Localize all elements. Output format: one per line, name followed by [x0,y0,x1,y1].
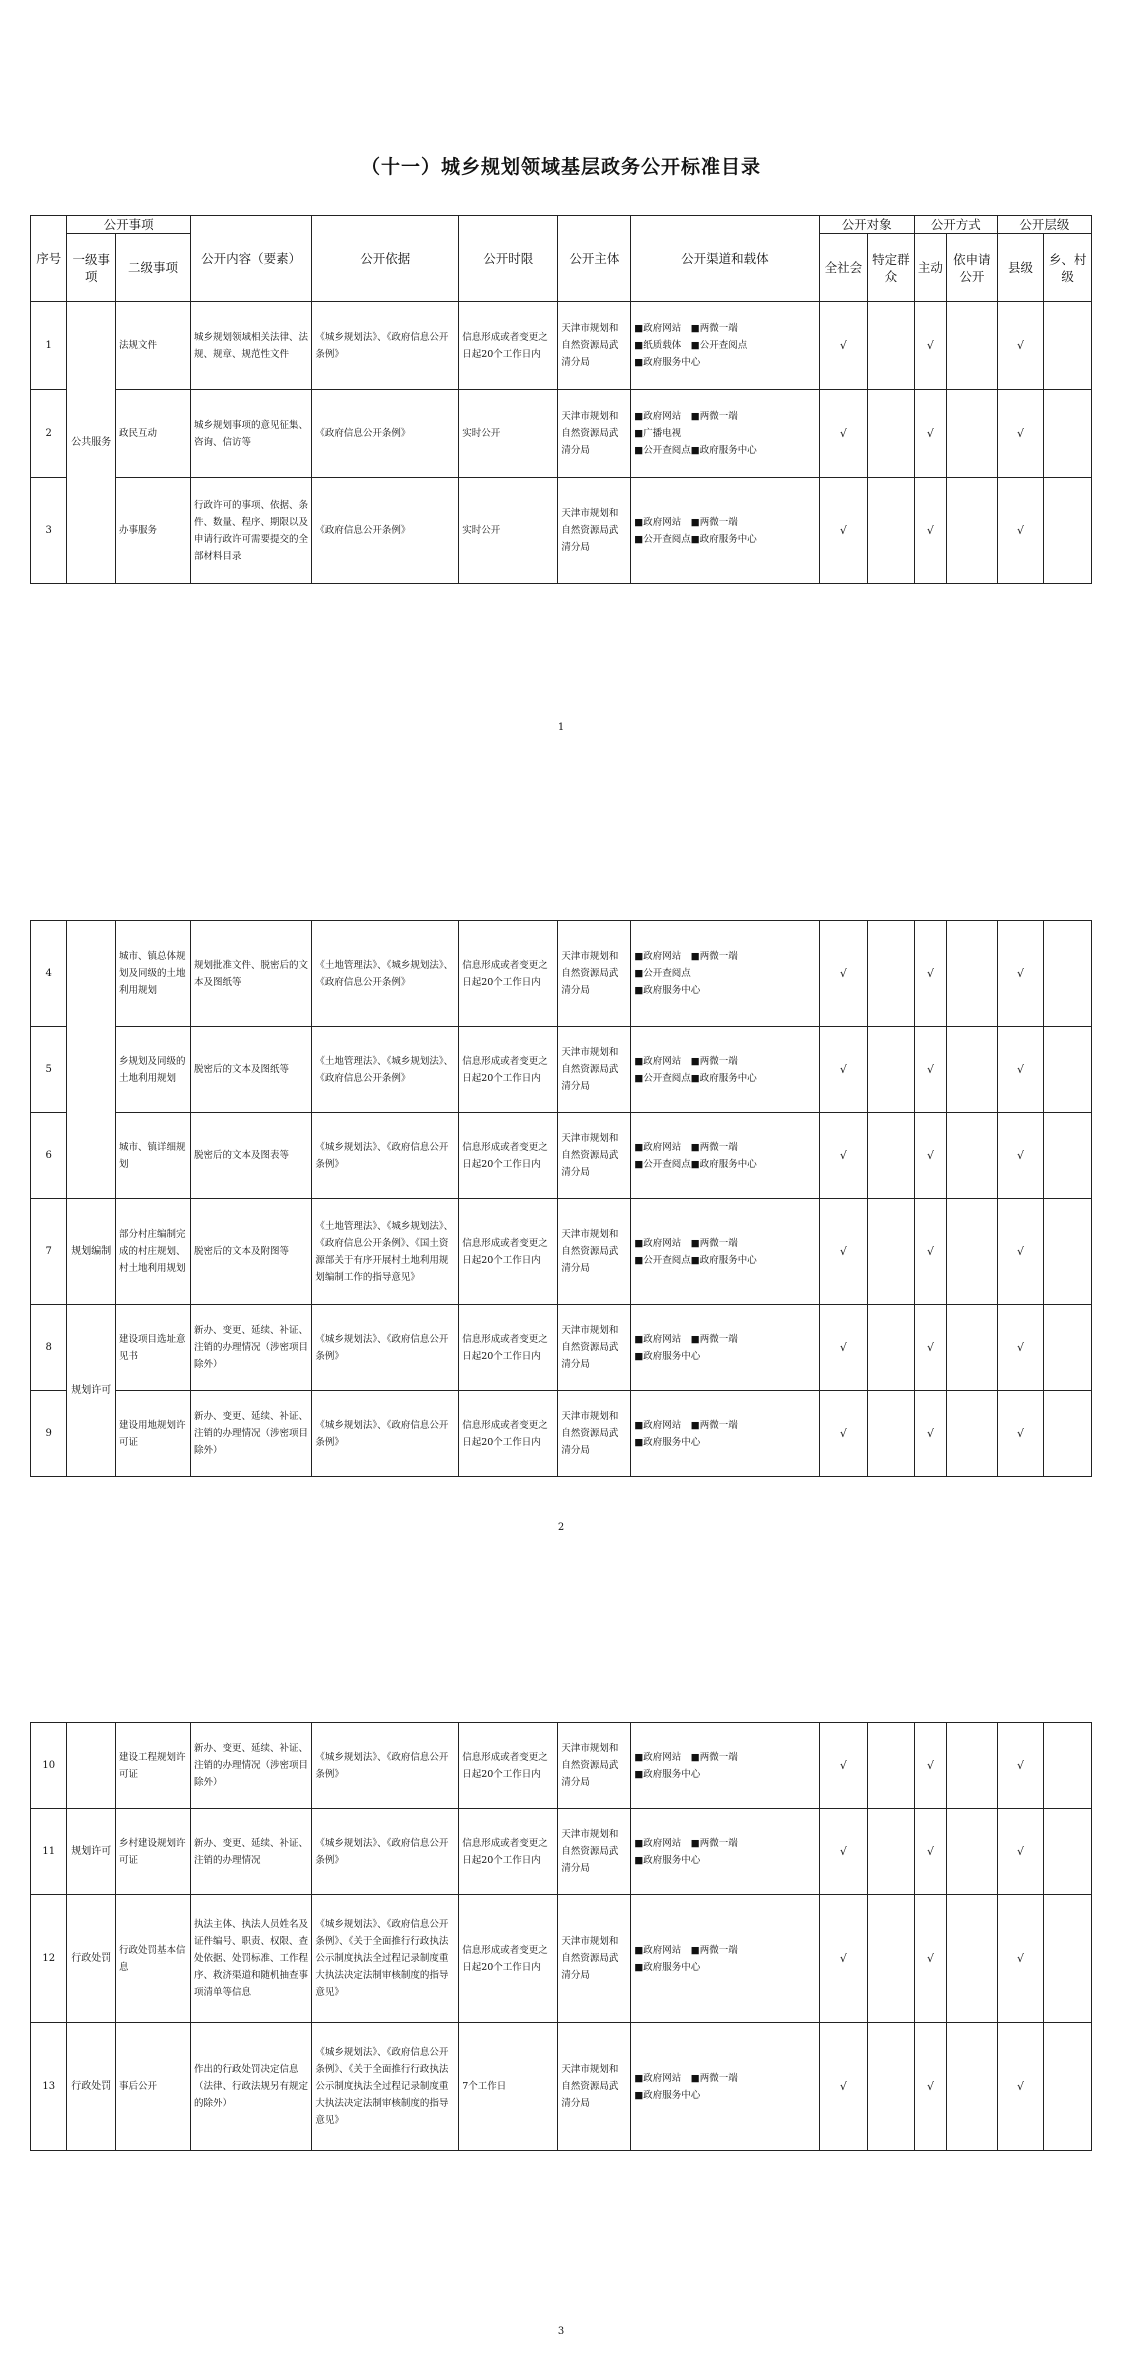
channel-line: ■政府网站 ■两微一端 [634,1141,738,1153]
row-seq: 6 [31,1113,67,1199]
channel-line: ■政府网站 ■两微一端 [634,516,738,528]
header-seq: 序号 [31,216,67,302]
channel-line: ■政府网站 ■两微一端 [634,1055,738,1067]
row-time-limit: 实时公开 [459,390,558,478]
check-on-request [947,1391,998,1477]
header-on-request: 依申请公开 [947,234,998,302]
check-all-society: √ [819,1809,868,1895]
row-channels [631,302,819,390]
row-subject: 天津市规划和自然资源局武清分局 [558,1895,631,2023]
check-township [1044,1113,1092,1199]
row-channels [631,1391,819,1477]
row-basis: 《城乡规划法》、《政府信息公开条例》、《关于全面推行行政执法公示制度执法全过程记录制度重大执法决定法制审核制度的指导意见》 [312,2023,459,2151]
header-level2: 二级事项 [116,234,191,302]
table-row [31,2023,1092,2151]
row-seq: 8 [31,1305,67,1391]
check-active: √ [914,478,946,584]
check-active: √ [914,1723,946,1809]
row-level2: 建设工程规划许可证 [116,1723,191,1809]
channel-line: ■公开查阅点 [634,968,691,979]
row-content: 行政许可的事项、依据、条件、数量、程序、期限以及申请行政许可需要提交的全部材料目录 [190,478,311,584]
row-basis: 《城乡规划法》、《政府信息公开条例》 [312,302,459,390]
row-level1: 公共服务 [67,302,116,584]
channel-line: ■政府服务中心 [634,985,701,996]
channel-line: ■政府服务中心 [634,1436,701,1448]
check-township [1044,1305,1092,1391]
check-specific [868,1199,915,1305]
check-all-society: √ [819,921,868,1027]
directory-table-page-2 [30,920,1092,1477]
check-on-request [947,1113,998,1199]
row-basis: 《城乡规划法》、《政府信息公开条例》 [312,1305,459,1391]
header-level-group: 公开层级 [997,216,1091,234]
row-seq: 13 [31,2023,67,2151]
check-specific [868,1723,915,1809]
row-time-limit: 信息形成或者变更之日起20个工作日内 [459,302,558,390]
check-all-society: √ [819,1895,868,2023]
row-seq: 12 [31,1895,67,2023]
check-on-request [947,1895,998,2023]
row-level2: 法规文件 [116,302,191,390]
row-basis: 《土地管理法》、《城乡规划法》、《政府信息公开条例》、《国土资源部关于有序开展村土地利用规划编制工作的指导意见》 [312,1199,459,1305]
row-subject: 天津市规划和自然资源局武清分局 [558,390,631,478]
row-subject: 天津市规划和自然资源局武清分局 [558,2023,631,2151]
row-seq: 7 [31,1199,67,1305]
check-township [1044,1809,1092,1895]
table-row [31,1391,1092,1477]
check-on-request [947,478,998,584]
check-township [1044,921,1092,1027]
row-time-limit: 7个工作日 [459,2023,558,2151]
header-basis: 公开依据 [312,216,459,302]
row-channels [631,1199,819,1305]
check-county: √ [997,390,1044,478]
check-specific [868,302,915,390]
channel-line: ■广播电视 [634,428,682,439]
check-on-request [947,1305,998,1391]
row-content: 城乡规划领域相关法律、法规、规章、规范性文件 [190,302,311,390]
row-level2: 城市、镇详细规划 [116,1113,191,1199]
check-all-society: √ [819,1027,868,1113]
row-content: 规划批准文件、脱密后的文本及图纸等 [190,921,311,1027]
row-content: 新办、变更、延续、补证、注销的办理情况（涉密项目除外） [190,1391,311,1477]
row-time-limit: 信息形成或者变更之日起20个工作日内 [459,1027,558,1113]
row-channels [631,390,819,478]
check-township [1044,1199,1092,1305]
row-subject: 天津市规划和自然资源局武清分局 [558,921,631,1027]
table-row [31,1895,1092,2023]
row-level1 [67,1723,116,1809]
check-county: √ [997,302,1044,390]
check-county: √ [997,2023,1044,2151]
check-on-request [947,921,998,1027]
channel-line: ■政府网站 ■两微一端 [634,1751,738,1763]
row-content: 城乡规划事项的意见征集、咨询、信访等 [190,390,311,478]
row-time-limit: 信息形成或者变更之日起20个工作日内 [459,921,558,1027]
row-channels [631,921,819,1027]
channel-line: ■公开查阅点■政府服务中心 [634,533,757,545]
row-content: 脱密后的文本及附图等 [190,1199,311,1305]
row-subject: 天津市规划和自然资源局武清分局 [558,1113,631,1199]
row-channels [631,1027,819,1113]
check-active: √ [914,921,946,1027]
channel-line: ■政府服务中心 [634,357,701,368]
channel-line: ■政府服务中心 [634,1961,701,1973]
check-specific [868,478,915,584]
check-on-request [947,1723,998,1809]
row-time-limit: 信息形成或者变更之日起20个工作日内 [459,1305,558,1391]
channel-line: ■公开查阅点■政府服务中心 [634,1158,757,1170]
table-row [31,390,1092,478]
row-basis: 《城乡规划法》、《政府信息公开条例》 [312,1113,459,1199]
channel-line: ■公开查阅点■政府服务中心 [634,1072,757,1084]
channel-line: ■政府服务中心 [634,1854,701,1866]
row-channels [631,1895,819,2023]
row-level1: 规划许可 [67,1809,116,1895]
row-seq: 10 [31,1723,67,1809]
row-channels [631,1723,819,1809]
check-on-request [947,1027,998,1113]
channel-line: ■政府网站 ■两微一端 [634,411,738,422]
check-on-request [947,302,998,390]
table-row [31,1305,1092,1391]
header-subject: 公开主体 [558,216,631,302]
directory-table-page-3 [30,1722,1092,2151]
row-level2: 乡规划及同级的土地利用规划 [116,1027,191,1113]
check-county: √ [997,1113,1044,1199]
row-level2: 行政处罚基本信息 [116,1895,191,2023]
channel-line: ■政府网站 ■两微一端 [634,1237,738,1249]
row-channels [631,2023,819,2151]
check-county: √ [997,1895,1044,2023]
channel-line: ■公开查阅点■政府服务中心 [634,445,757,456]
row-level1: 行政处罚 [67,1895,116,2023]
table-row [31,1723,1092,1809]
check-active: √ [914,1027,946,1113]
header-level1: 一级事项 [67,234,116,302]
check-township [1044,1391,1092,1477]
check-specific [868,1391,915,1477]
page-number: 3 [557,2326,565,2337]
row-content: 脱密后的文本及图表等 [190,1113,311,1199]
table-row [31,302,1092,390]
check-on-request [947,2023,998,2151]
check-all-society: √ [819,1391,868,1477]
channel-line: ■政府服务中心 [634,1350,701,1362]
check-county: √ [997,1305,1044,1391]
row-subject: 天津市规划和自然资源局武清分局 [558,1391,631,1477]
check-county: √ [997,478,1044,584]
row-seq: 4 [31,921,67,1027]
row-subject: 天津市规划和自然资源局武清分局 [558,1305,631,1391]
check-all-society: √ [819,1305,868,1391]
header-object-group: 公开对象 [819,216,914,234]
row-content: 脱密后的文本及图纸等 [190,1027,311,1113]
row-basis: 《土地管理法》、《城乡规划法》、《政府信息公开条例》 [312,1027,459,1113]
check-county: √ [997,1391,1044,1477]
channel-line: ■公开查阅点■政府服务中心 [634,1254,757,1266]
check-specific [868,1809,915,1895]
table-row [31,478,1092,584]
row-content: 新办、变更、延续、补证、注销的办理情况（涉密项目除外） [190,1305,311,1391]
row-level1: 行政处罚 [67,2023,116,2151]
channel-line: ■政府网站 ■两微一端 [634,951,738,962]
row-time-limit: 信息形成或者变更之日起20个工作日内 [459,1723,558,1809]
row-time-limit: 信息形成或者变更之日起20个工作日内 [459,1391,558,1477]
row-seq: 2 [31,390,67,478]
check-specific [868,390,915,478]
check-township [1044,1895,1092,2023]
header-mode-group: 公开方式 [914,216,997,234]
row-level2: 办事服务 [116,478,191,584]
check-specific [868,1895,915,2023]
check-township [1044,1723,1092,1809]
check-county: √ [997,1027,1044,1113]
check-active: √ [914,302,946,390]
header-content: 公开内容（要素） [190,216,311,302]
row-content: 执法主体、执法人员姓名及证件编号、职责、权限、查处依据、处罚标准、工作程序、救济渠道和随机抽查事项清单等信息 [190,1895,311,2023]
row-level2: 事后公开 [116,2023,191,2151]
table-row [31,1199,1092,1305]
row-subject: 天津市规划和自然资源局武清分局 [558,1199,631,1305]
channel-line: ■政府网站 ■两微一端 [634,1837,738,1849]
check-county: √ [997,1809,1044,1895]
check-all-society: √ [819,390,868,478]
row-basis: 《城乡规划法》、《政府信息公开条例》、《关于全面推行行政执法公示制度执法全过程记录制度重大执法决定法制审核制度的指导意见》 [312,1895,459,2023]
check-specific [868,1305,915,1391]
row-basis: 《城乡规划法》、《政府信息公开条例》 [312,1391,459,1477]
row-basis: 《土地管理法》、《城乡规划法》、《政府信息公开条例》 [312,921,459,1027]
check-on-request [947,1199,998,1305]
header-time-limit: 公开时限 [459,216,558,302]
row-level1 [67,921,116,1199]
check-all-society: √ [819,478,868,584]
check-township [1044,390,1092,478]
check-specific [868,921,915,1027]
row-basis: 《城乡规划法》、《政府信息公开条例》 [312,1723,459,1809]
channel-line: ■政府网站 ■两微一端 [634,2072,738,2084]
row-subject: 天津市规划和自然资源局武清分局 [558,1809,631,1895]
check-county: √ [997,921,1044,1027]
row-level2: 城市、镇总体规划及同级的土地利用规划 [116,921,191,1027]
row-level1: 规划许可 [67,1305,116,1477]
check-active: √ [914,1113,946,1199]
row-basis: 《城乡规划法》、《政府信息公开条例》 [312,1809,459,1895]
check-active: √ [914,1809,946,1895]
row-seq: 5 [31,1027,67,1113]
page-number: 1 [557,722,565,733]
check-all-society: √ [819,1113,868,1199]
channel-line: ■政府服务中心 [634,1768,701,1780]
row-subject: 天津市规划和自然资源局武清分局 [558,1027,631,1113]
check-all-society: √ [819,1723,868,1809]
channel-line: ■纸质载体 ■公开查阅点 [634,340,748,351]
channel-line: ■政府网站 ■两微一端 [634,1333,738,1345]
channel-line: ■政府服务中心 [634,2089,701,2101]
channel-line: ■政府网站 ■两微一端 [634,323,738,334]
check-township [1044,478,1092,584]
check-county: √ [997,1723,1044,1809]
row-subject: 天津市规划和自然资源局武清分局 [558,302,631,390]
row-time-limit: 实时公开 [459,478,558,584]
check-county: √ [997,1199,1044,1305]
check-all-society: √ [819,2023,868,2151]
row-content: 新办、变更、延续、补证、注销的办理情况 [190,1809,311,1895]
check-on-request [947,1809,998,1895]
row-seq: 1 [31,302,67,390]
directory-table-page-1 [30,215,1092,584]
check-township [1044,1027,1092,1113]
page-title: （十一）城乡规划领域基层政务公开标准目录 [360,156,761,178]
header-township: 乡、村级 [1044,234,1092,302]
row-content: 作出的行政处罚决定信息（法律、行政法规另有规定的除外） [190,2023,311,2151]
header-specific: 特定群众 [868,234,915,302]
row-content: 新办、变更、延续、补证、注销的办理情况（涉密项目除外） [190,1723,311,1809]
header-all-society: 全社会 [819,234,868,302]
row-time-limit: 信息形成或者变更之日起20个工作日内 [459,1199,558,1305]
check-active: √ [914,1305,946,1391]
row-level2: 建设项目选址意见书 [116,1305,191,1391]
check-specific [868,1113,915,1199]
row-subject: 天津市规划和自然资源局武清分局 [558,1723,631,1809]
row-level2: 建设用地规划许可证 [116,1391,191,1477]
check-specific [868,1027,915,1113]
page-number: 2 [557,1522,565,1533]
check-all-society: √ [819,1199,868,1305]
check-active: √ [914,1199,946,1305]
row-seq: 3 [31,478,67,584]
table-row [31,1113,1092,1199]
check-active: √ [914,1895,946,2023]
row-seq: 11 [31,1809,67,1895]
header-county: 县级 [997,234,1044,302]
table-row [31,1027,1092,1113]
row-level2: 部分村庄编制完成的村庄规划、村土地利用规划 [116,1199,191,1305]
header-channel: 公开渠道和载体 [631,216,819,302]
row-channels [631,1305,819,1391]
channel-line: ■政府网站 ■两微一端 [634,1944,738,1956]
header-active: 主动 [914,234,946,302]
check-township [1044,302,1092,390]
check-active: √ [914,1391,946,1477]
row-time-limit: 信息形成或者变更之日起20个工作日内 [459,1113,558,1199]
check-active: √ [914,390,946,478]
row-channels [631,1113,819,1199]
row-time-limit: 信息形成或者变更之日起20个工作日内 [459,1895,558,2023]
row-channels [631,478,819,584]
row-subject: 天津市规划和自然资源局武清分局 [558,478,631,584]
check-all-society: √ [819,302,868,390]
row-level2: 政民互动 [116,390,191,478]
row-level1: 规划编制 [67,1199,116,1305]
check-active: √ [914,2023,946,2151]
check-township [1044,2023,1092,2151]
table-row [31,1809,1092,1895]
row-seq: 9 [31,1391,67,1477]
check-on-request [947,390,998,478]
table-row [31,921,1092,1027]
header-items-group: 公开事项 [67,216,191,234]
row-level2: 乡村建设规划许可证 [116,1809,191,1895]
row-basis: 《政府信息公开条例》 [312,478,459,584]
row-basis: 《政府信息公开条例》 [312,390,459,478]
check-specific [868,2023,915,2151]
row-channels [631,1809,819,1895]
channel-line: ■政府网站 ■两微一端 [634,1419,738,1431]
row-time-limit: 信息形成或者变更之日起20个工作日内 [459,1809,558,1895]
